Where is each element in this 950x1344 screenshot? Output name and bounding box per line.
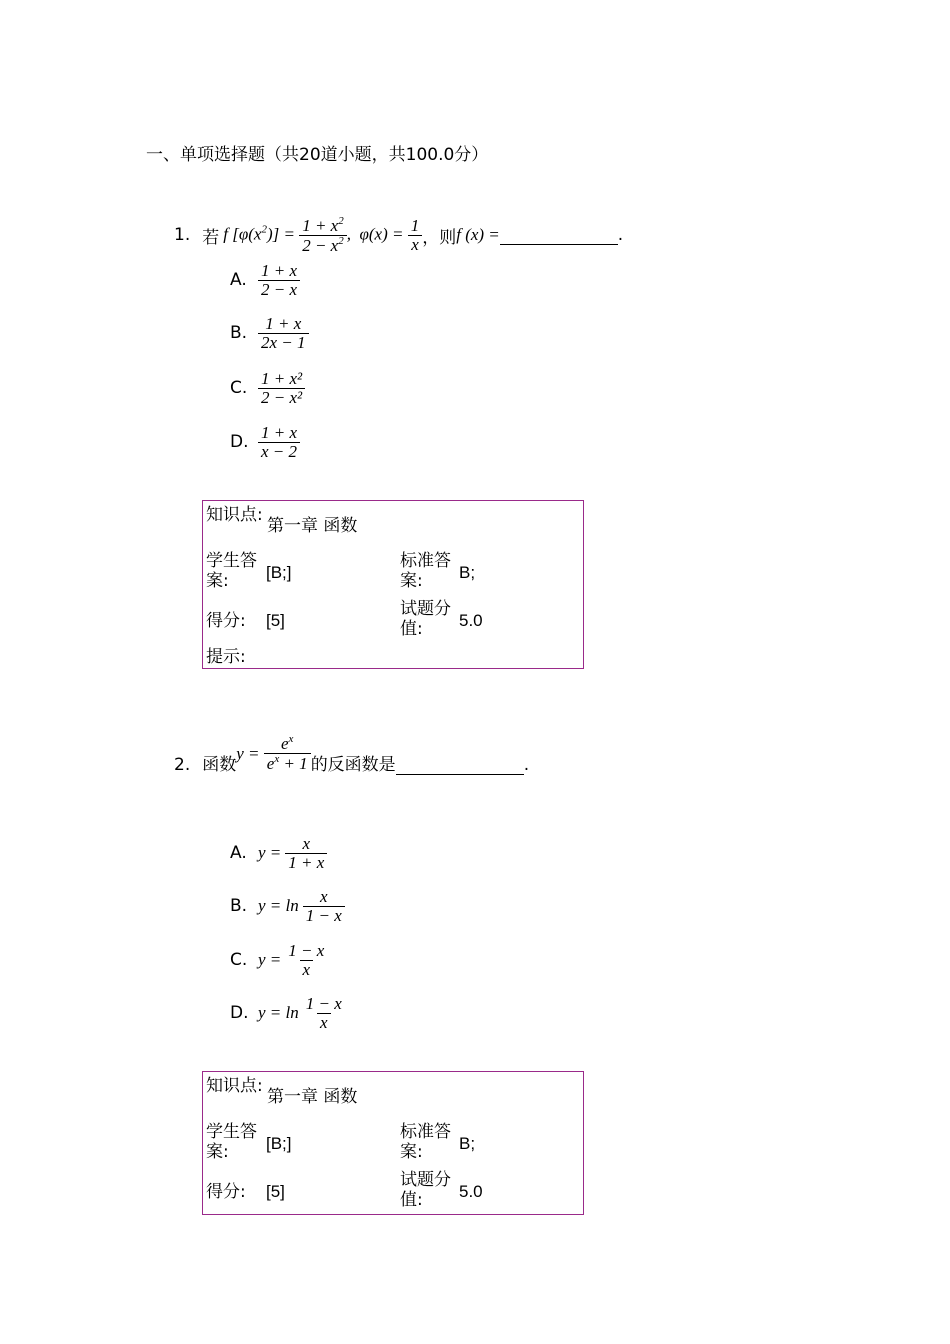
hint-label: 提示: (206, 647, 246, 667)
student-answer-label: 学生答案: (206, 551, 257, 591)
question-number: 2. (174, 755, 191, 775)
points-value: 5.0 (459, 1182, 483, 1201)
option-c[interactable]: C. $\frac{\text{1 + x²}}{\text{2 − x²}}$ (230, 370, 305, 407)
student-answer-value: [B;] (266, 563, 292, 582)
question-2-info-box (202, 1071, 584, 1215)
question-mid: ，则 (422, 227, 457, 248)
option-c[interactable]: C. y = $\frac{1 - x}{x}$ (230, 941, 325, 979)
question-1-info-box (202, 500, 584, 669)
option-d[interactable]: D. y = ln $\frac{1 - x}{x}$ (230, 994, 342, 1032)
question-suffix: 的反函数是 (310, 755, 396, 775)
standard-answer-label: 标准答案: (400, 1122, 451, 1162)
points-value: 5.0 (459, 611, 483, 630)
score-label: 得分: (206, 611, 246, 631)
formula-fx: f (x) = (456, 225, 500, 244)
student-answer-value: [B;] (266, 1134, 292, 1153)
knowledge-value: 第一章 函数 (267, 516, 358, 536)
option-b[interactable]: B. y = ln $\frac{x}{1 - x}$ (230, 888, 345, 925)
standard-answer-label: 标准答案: (400, 551, 451, 591)
knowledge-label: 知识点: (206, 505, 263, 525)
option-a[interactable]: A. y = $\frac{x}{1 + x}$ (230, 835, 327, 872)
standard-answer-value: B; (459, 1134, 476, 1153)
knowledge-label: 知识点: (206, 1076, 263, 1096)
points-label: 试题分值: (400, 599, 451, 639)
question-2-stem: 2. 函数 y = $\frac{e^x}{e^x + 1}$ 的反函数是 . (174, 733, 530, 775)
section-title: 一、单项选择题（共20道小题，共100.0分） (146, 145, 489, 165)
option-d[interactable]: D. $\frac{1 + x}{x - 2}$ (230, 424, 300, 461)
points-label: 试题分值: (400, 1170, 451, 1210)
question-1-stem: 1. 若 f $[\varphi(x^2)]$ = $\frac{1 + x^2}{2 - x^2}$ , φ(x) = $\frac{1}{x}$ ，则 f (x) = . (174, 214, 624, 255)
student-answer-label: 学生答案: (206, 1122, 257, 1162)
score-value: [5] (266, 611, 285, 630)
knowledge-value: 第一章 函数 (267, 1087, 358, 1107)
score-label: 得分: (206, 1182, 246, 1202)
formula-f-phi: f $[\varphi(x^2)]$ = $\frac{1 + x^2}{2 - x^2}$ , φ(x) = $\frac{1}{x}$ (223, 216, 422, 255)
formula-y-ex: y = $\frac{e^x}{e^x + 1}$ (236, 734, 310, 773)
answer-blank (500, 226, 618, 245)
question-prefix: 若 (202, 227, 220, 248)
option-a[interactable]: A. $\frac{1 + x}{2 - x}$ (230, 262, 300, 299)
standard-answer-value: B; (459, 563, 476, 582)
question-prefix: 函数 (202, 755, 237, 775)
question-number: 1. (174, 225, 191, 245)
option-b[interactable]: B. $\frac{1 + x}{2x - 1}$ (230, 315, 309, 352)
answer-blank (396, 756, 524, 775)
score-value: [5] (266, 1182, 285, 1201)
